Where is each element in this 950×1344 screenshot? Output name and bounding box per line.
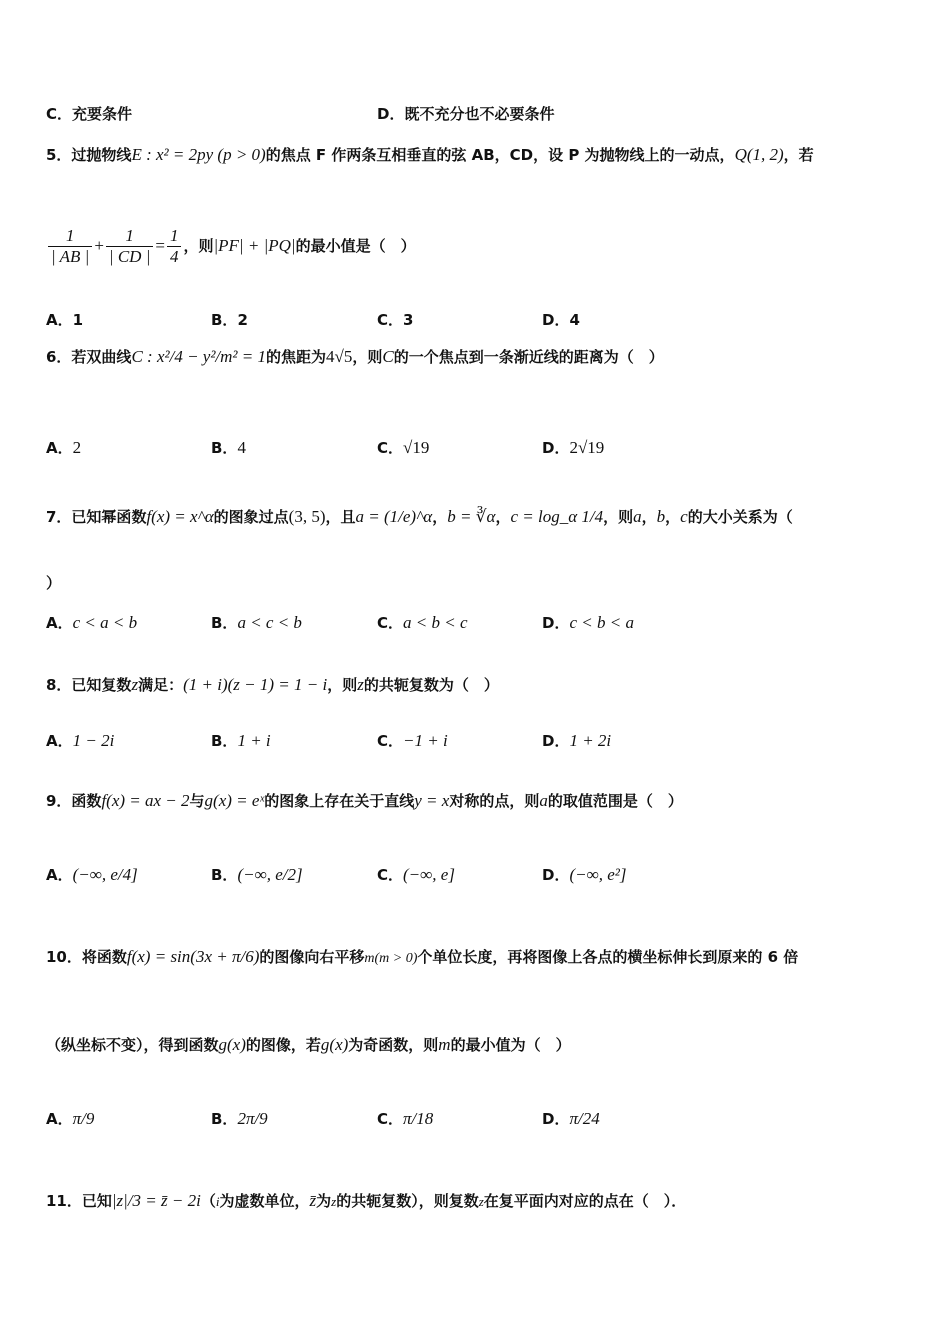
q9-option-b: B．(−∞, e/2] — [211, 865, 303, 884]
q5-target-expr: |PF| + |PQ| — [213, 236, 296, 255]
q7-option-a: A．c < a < b — [46, 613, 138, 632]
q9-option-a: A．(−∞, e/4] — [46, 865, 138, 884]
q10-option-a: A．π/9 — [46, 1109, 95, 1128]
q6-focal-length: 4√5 — [326, 347, 353, 366]
q8-option-b: B．1 + i — [211, 731, 271, 750]
q7-option-b: B．a < c < b — [211, 613, 302, 632]
q5-option-b: B．2 — [211, 311, 248, 329]
q7-stem-cont: ） — [46, 574, 62, 592]
q5-frac-cd: $\frac{1}{| CD |}$ — [106, 226, 153, 267]
q5-option-a: A．1 — [46, 311, 84, 329]
q4-option-d: D．既不充分也不必要条件 — [377, 105, 555, 123]
q7-option-d: D．c < b < a — [542, 613, 634, 632]
q6-stem: 6．若双曲线C : x²/4 − y²/m² = 1的焦距为4√5，则C的一个焦点到一条渐近线的距离为（ ） — [46, 347, 664, 366]
q7-option-c: C．a < b < c — [377, 613, 468, 632]
q8-stem: 8．已知复数z满足：(1 + i)(z − 1) = 1 − i，则z的共轭复数为（ ） — [46, 675, 499, 694]
q10-stem-line2: （纵坐标不变），得到函数g(x)的图像，若g(x)为奇函数，则m的最小值为（ ） — [46, 1035, 571, 1054]
q9-stem: 9．函数f(x) = ax − 2与g(x) = eˣ的图象上存在关于直线y = x对称的点，则a的取值范围是（ ） — [46, 791, 683, 810]
q6-option-b: B．4 — [211, 438, 246, 457]
q10-option-c: C．π/18 — [377, 1109, 434, 1128]
q8-option-c: C．−1 + i — [377, 731, 448, 750]
q10-option-b: B．2π/9 — [211, 1109, 268, 1128]
q4-option-c: C．充要条件 — [46, 105, 133, 123]
q5-frac-ab: $\frac{1}{| AB |}$ — [48, 226, 92, 267]
q9-option-d: D．(−∞, e²] — [542, 865, 627, 884]
q6-hyperbola-expr: C : x²/4 − y²/m² = 1 — [131, 347, 267, 366]
q6-option-c: C．√19 — [377, 438, 430, 457]
q5-stem-line2: $\frac{1}{| AB |}$ + $\frac{1}{| CD |}$ = $\frac{1}{4}$ ，则|PF| + |PQ|的最小值是（ ） — [46, 226, 890, 267]
q5-option-c: C．3 — [377, 311, 414, 329]
q5-stem-line1: 5．过抛物线E : x² = 2py (p > 0)的焦点 F 作两条互相垂直的弦 AB，CD，设 P 为抛物线上的一动点，Q(1, 2)，若 — [46, 145, 814, 164]
q6-option-a: A．2 — [46, 438, 82, 457]
q8-option-a: A．1 − 2i — [46, 731, 115, 750]
q9-option-c: C．(−∞, e] — [377, 865, 455, 884]
q8-option-d: D．1 + 2i — [542, 731, 612, 750]
q5-point-q: Q(1, 2) — [734, 145, 784, 164]
q5-parabola-expr: E : x² = 2py (p > 0) — [131, 145, 266, 164]
q6-option-d: D．2√19 — [542, 438, 605, 457]
q10-stem-line1: 10．将函数f(x) = sin(3x + π/6)的图像向右平移m(m > 0)个单位长度，再将图像上各点的横坐标伸长到原来的 6 倍 — [46, 947, 799, 966]
q10-option-d: D．π/24 — [542, 1109, 600, 1128]
q7-stem: 7．已知幂函数f(x) = x^α的图象过点(3, 5)，且a = (1/e)^α，b = ∛α，c = log_α 1/4，则a，b，c的大小关系为（ — [46, 507, 793, 526]
q5-frac-quarter: $\frac{1}{4}$ — [167, 226, 182, 267]
q5-option-d: D．4 — [542, 311, 580, 329]
q11-stem: 11．已知|z|/3 = z̄ − 2i（i为虚数单位，z̄为z的共轭复数），则复数z在复平面内对应的点在（ ）． — [46, 1191, 687, 1210]
